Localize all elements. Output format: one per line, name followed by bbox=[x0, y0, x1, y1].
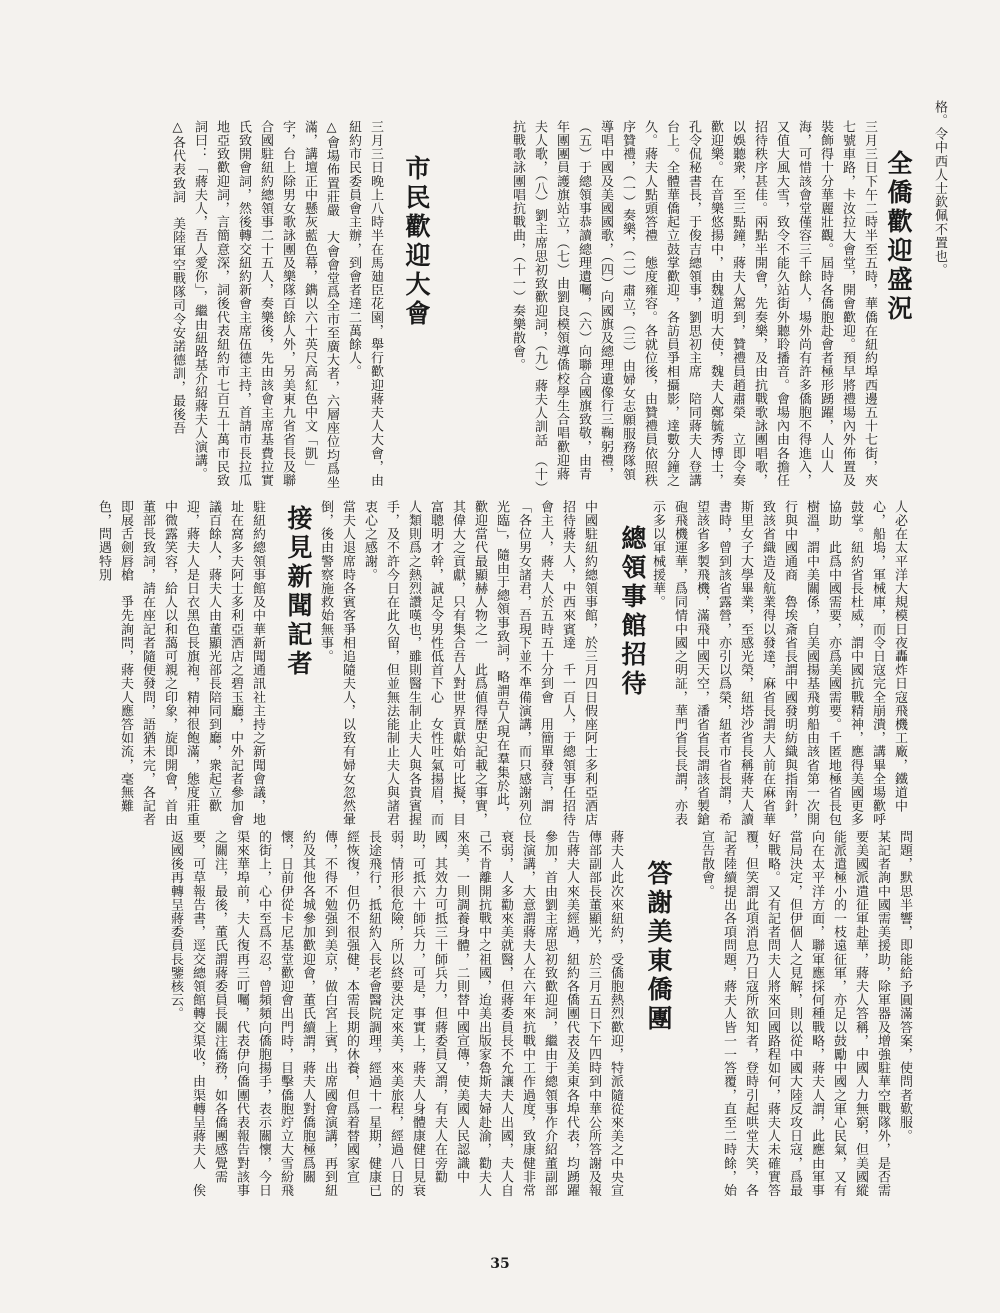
section-body-press: 駐紐約總領事館及中華新聞通訊社主持之新聞會議，地址在窩多夫阿士多利亞酒店之碧玉廳，中外記者參加會議百餘人，蔣夫人由董顯光部長陪同到廳，衆起立歡迎，蔣夫人是日衣黑色長旗袍，精神很飽滿，態度莊重中微露笑容，給人以和藹可親之印象，旋即開會，首由董部長致詞，請在座記者隨便發問，語猶未完，各記者即展舌劍唇槍 爭先詢問，蔣夫人應答如流，毫無難色，問遇特別 bbox=[96, 500, 265, 827]
section-body-citizens: 三月三日晚上八時半在馬廸臣花園，舉行歡迎蔣夫人大會，由紐約市民委員會主辦，到會者達二萬餘人。 △會場佈置莊嚴 大會會堂爲全市至廣大者，六層座位均爲坐滿，講壇正中懸灰藍色幕，鐫以六十英尺高紅色中文「凱」字，台上除男女歌詠團及樂隊百餘人外，另美東九省省長及聯合國駐紐約總領事二十五人，奏樂後，先由該會主席基費拉實氏致開會詞，然後轉交紐約新會主席伍德主持，首請市長拉瓜地亞致歡迎詞，言簡意深，詞後代表紐約市七百五十萬市民致詞曰：「蔣夫人，吾人愛你」，繼由紐路基介紹蔣夫人演講。 △各代表致詞 美陸軍空戰隊司令安諾德訓，最後吾 bbox=[170, 120, 383, 490]
section-body-thanks: 蔣夫人此次來紐約，受僑胞熱烈歡迎，特派隨從來美之中央宣傳部副部長董顯光，於三月五日下午四時到中華公所答謝及報告蔣夫人來美經過，紐約各僑團代表及美東各埠代表，均踴躍參加，首由劉主席思初致歡迎詞，繼由于總領事作介紹董副部長演講，大意謂蔣夫人在六年來抗戰中工作過度，致康健非常衰弱，人多勸來美就醫，但蔣委員長不允讓夫人出國，夫人自己不肯離開抗戰中之祖國，迨美出版家魯斯夫婦赴渝，勸夫人來美，一則調養身體，二則替中國宣傳，使美國人民認識中國，其效力可抵三十師兵力，但蔣委員又謂，有夫人在旁勸助，可抵六十師兵力，可是，事實上，蔣夫人身體康健日見衰弱，情形很危險，所以終要決定來美，來美旅程，經過八日的長途飛行，抵紐約入長老會醫院調理，經過十一星期，健康已經恢復，但仍不很强健，本需長期的休養，但爲着替國家宣傳，不得不勉强到美京，做白宮上賓，出席國會演講，再到紐約及其他各城參加歡迎會，董氏續謂，蔣夫人對僑胞極爲關懷，日前伊從卡尼基堂歡迎會出門時，目擊僑胞竚立大雪紛飛的街上，心中至爲不忍，曾頻頻向僑胞揚手，表示關懷，今日渠來華埠前，夫人復再三叮囑，代表伊向僑團代表報告對該事之關注，最後，董氏謂蔣委員長關注僑務，如各僑團感覺需要，可草報告書，逕交總領館轉交渠收，由渠轉呈蔣夫人 俟返國後再轉呈蔣委員長鑒核云。 bbox=[168, 830, 623, 1198]
section-title-welcome: 全僑歡迎盛況 bbox=[884, 150, 913, 324]
section-title-consulate: 總領事館招待 bbox=[618, 525, 647, 699]
speech-fragment: 人必在太平洋大規模日夜轟炸日寇飛機工廠，鐵道中心，船塢，軍械庫，而令日寇完全崩潰，講畢全場歡呼鼓掌。紐約省長杜威，謂中國抗戰精神，應得美國更多協助 此爲中國需要，亦爲美國需要。千匿地極省長包樹溫，謂中美關係，自美國揚基飛剪船由該省第一次開行與中國通商 魯埃斎省長謂中國發明紡織與指南針，致該省織造及航業得以發達，麻省長謂夫人前在麻省華斯里女子大學畢業，至感光榮，紐塔沙省長稱蔣夫人讀書時，曾到該省露營，亦引以爲榮，紐者市省長謂，希望該省多製飛機，滿飛中國天空，潘省省長謂該省製鎗砲飛機運華，爲同情中國之明証，華門省長長謂，亦表示多以軍械援華。 bbox=[650, 500, 907, 827]
page-number: 35 bbox=[490, 1256, 510, 1272]
qa-fragment: 問題，默思半響，即能給予圓滿答案，使問者歎服。 某記者詢中國需美援助，除軍器及增強駐華空戰隊外，是否需要美國派遣征軍赴華，蔣夫人答稱，中國人力無窮，但美國縱能派遣極小的一枝遠征軍，亦足以鼓勵中國之軍心民氣，又有向在太平洋方面，聯軍應採何種戰略，蔣夫人謂，此應由軍事當局決定，但伊個人之見解，則以從中國大陸反攻日寇，爲最好戰略。又有記者問夫人將來回國路程如何，蔣夫人未確實答覆，但笑謂此項消息乃日寇所欲知者，登時引起哄堂大笑，各記者陸續提出各項問題，蔣夫人皆一一答覆，直至二時餘，始宣告散會。 bbox=[699, 830, 912, 1198]
section-title-press: 接見新聞記者 bbox=[284, 505, 313, 679]
section-body-welcome: 三月三日下午二時半至五時，華僑在紐約埠西邊五十七街，夾七號車路，卡汝拉大會堂，開會歡迎。預早將禮場內外佈置及裝飾得十分華麗壯觀。屆時各僑胞赴會者極形踴躍，人山人海，可惜該會堂僅容三千餘人，場外尚有許多僑胞不得進入，又值大風大雪，致令不能久站街外聽聆播音。會場內由各擔任招待秩序甚佳。兩點半開會，先奏樂，及由抗戰歌詠團唱歌，以娛聽衆，至三點鐘，蔣夫人駕到，贊禮員趙肅榮 立即令奏歡迎樂。在音樂悠揚中，由魏道明大使，魏夫人鄭毓秀博士，孔令侃秘書長，于俊吉總領事，劉思初主席 陪同蔣夫人登講台上。全體華僑起立鼓掌歡迎，各訪員爭相攝影，達數分鐘之久。蔣夫人點頭答禮 態度雍容。各就位後，由贊禮員依照秩序贊禮，（一）奏樂，（二）肅立，（三）由婦女志願服務隊領導唱中國及美國國歌，（四）向國旗及總理遺像行三鞠躬禮，（五）于總領事恭讀總理遺囑，（六）向聯合國旗致敬，由青年團團員護旗站立，（七）由劉良模領導僑校學生合唱歡迎蔣夫人歌，（八）劉主席思初致歡迎詞，（九）蔣夫人訓話 （十）抗戰歌詠團唱抗戰曲，（十一）奏樂散會。 bbox=[510, 120, 877, 489]
section-title-thanks: 答謝美東僑團 bbox=[644, 860, 673, 1034]
section-body-consulate: 中國駐紐約總領事館，於三月四日假座阿士多利亞酒店招待蔣夫人，中西來賓達 千一百人，于總領事任招待會主人，蔣夫人於五時五十分到會 用簡單發言，謂「各位男女諸君，吾現下並不準備演講，而只感謝列位光臨」，隨由于總領事致詞，略謂吾人現在羣集於此，歡迎當代最顯赫人物之一 此爲値得歷史記載之事實，其偉大之貢獻，只有集合吾人對世界貢獻始可比擬，目富聰明才幹，誠足令男性低首下心 女性吐氣揚眉，而人類則爲之熱烈讚嘆也，雖則醫生制止夫人與各貴賓握手，及不許今日在此久留，但並無法能制止夫人與諸君衷心之感謝。 當夫人退席時各賓客爭相追隨夫人，以致有婦女忽然暈倒，後由警察施救始無事。 bbox=[318, 500, 597, 827]
section-title-citizens: 市民歡迎大會 bbox=[402, 155, 431, 329]
intro-fragment: 格。令中西人士欽佩不置也。 bbox=[932, 100, 947, 277]
